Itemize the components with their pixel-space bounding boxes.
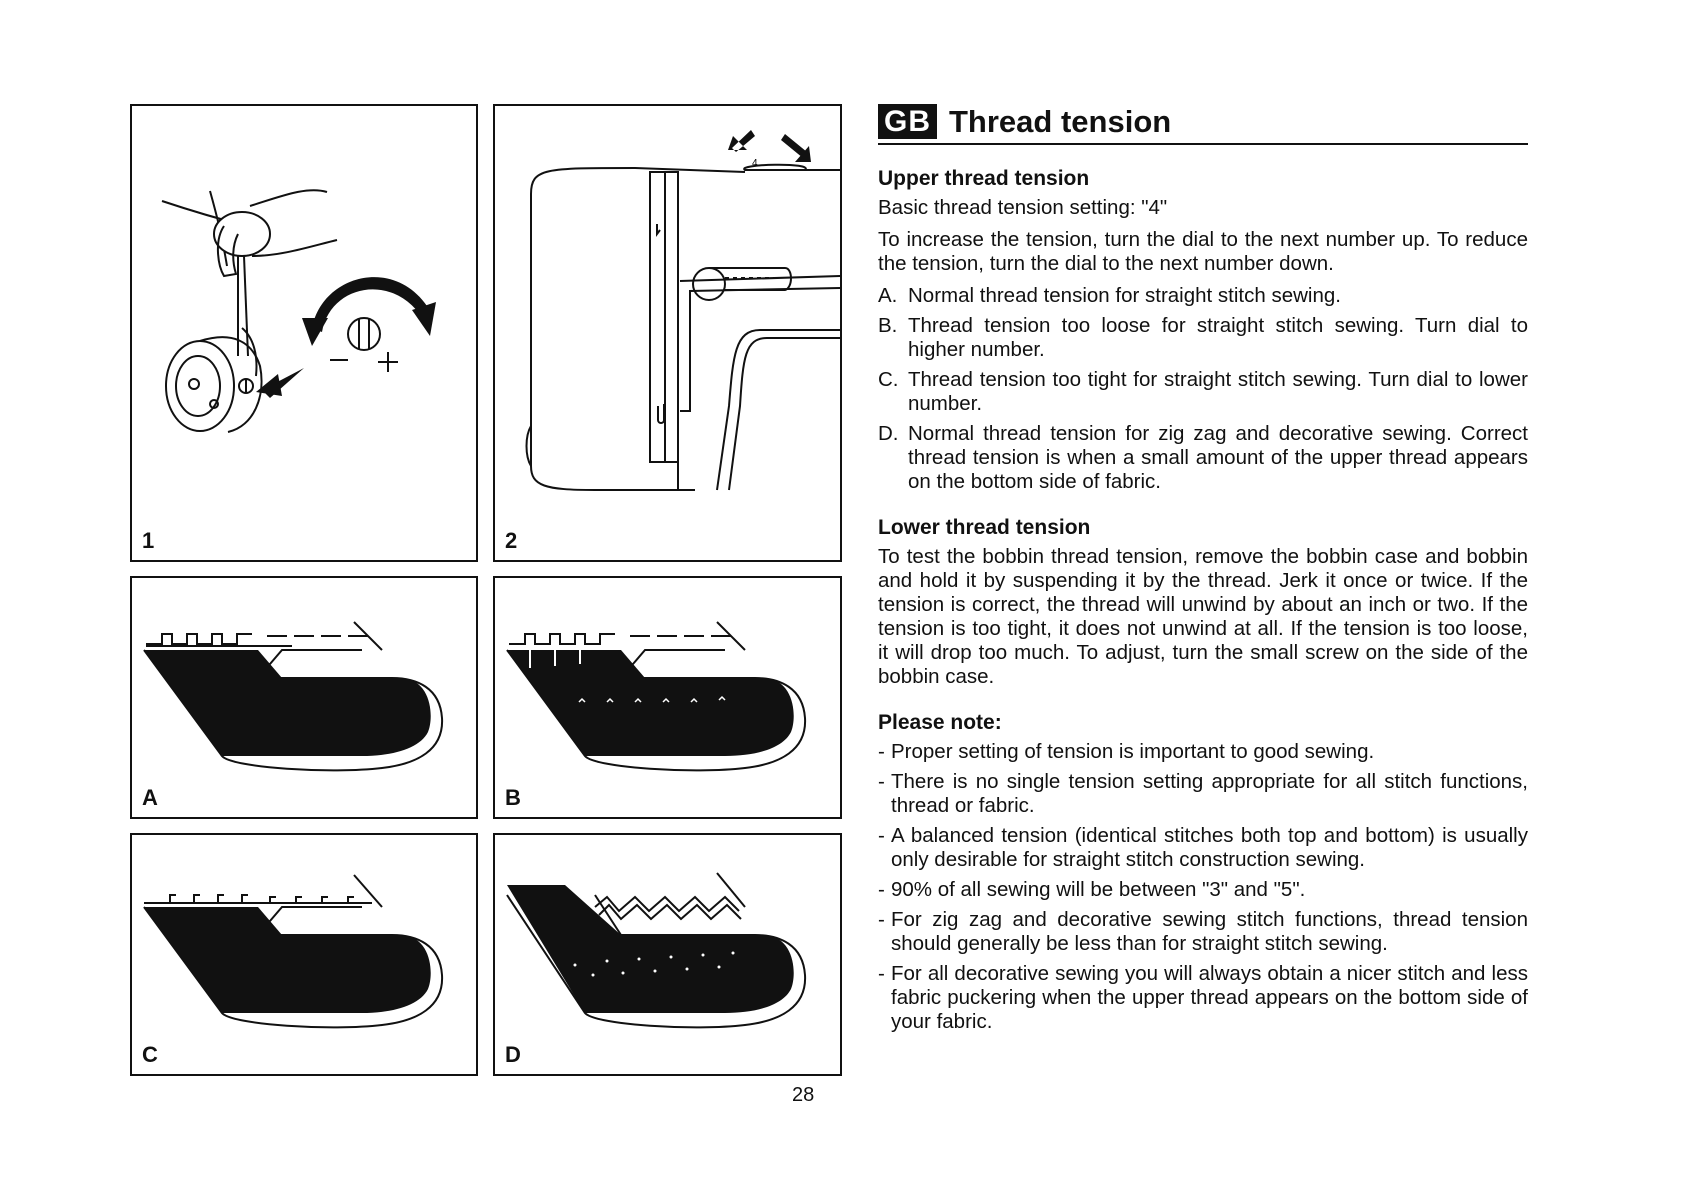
figure-d-label: D xyxy=(505,1042,521,1067)
fabric-stitch-a-illustration xyxy=(132,578,476,817)
upper-tension-heading: Upper thread tension xyxy=(878,167,1090,190)
list-item: A. Normal thread tension for straight stitch sewing. xyxy=(878,284,1341,307)
page-header xyxy=(878,104,1528,145)
list-item: C. Thread tension too tight for straight stitch sewing. Turn dial to lower number. xyxy=(878,368,1528,415)
upper-intro-text: To increase the tension, turn the dial to the next number up. To reduce the tension, turn the dial to the next number down. xyxy=(878,228,1528,275)
figure-c-label: C xyxy=(142,1042,158,1067)
figure-2-tension-dial xyxy=(493,104,842,562)
figure-2-label: 2 xyxy=(505,528,518,553)
figure-1-bobbin-case xyxy=(130,104,478,562)
lower-tension-text: To test the bobbin thread tension, remove the bobbin case and bobbin and hold it by suspending it by the thread. Jerk it once or twice. If the tension is correct, the thread will unwind by about an inch or two. If the tension is too tight, it does not unwind at all. If the tension is too loose, it will drop too much. To adjust, turn the small screw on the side of the bobbin case. xyxy=(878,545,1528,688)
lower-tension-section xyxy=(878,514,1528,689)
figure-c-too-tight xyxy=(130,833,478,1076)
list-item: - For zig zag and decorative sewing stitch functions, thread tension should generally be less than for straight stitch sewing. xyxy=(878,908,1528,955)
dial-value-mark: 4 xyxy=(752,158,758,169)
note-list xyxy=(878,740,1528,1034)
basic-setting-text: Basic thread tension setting: "4" xyxy=(878,196,1168,219)
note-section xyxy=(878,709,1528,1034)
page-number: 28 xyxy=(792,1084,815,1106)
list-item: - There is no single tension setting appropriate for all stitch functions, thread or fabric. xyxy=(878,770,1528,817)
language-badge: GB xyxy=(878,104,937,139)
text-column xyxy=(878,104,1528,1040)
figure-a-label: A xyxy=(142,785,158,810)
list-item: - 90% of all sewing will be between "3" and "5". xyxy=(878,878,1306,901)
figure-b-too-loose xyxy=(493,576,842,819)
fabric-stitch-b-illustration xyxy=(495,578,840,817)
note-heading: Please note: xyxy=(878,711,1002,734)
figure-1-label: 1 xyxy=(142,528,155,553)
machine-dial-illustration xyxy=(495,106,840,560)
page-title: Thread tension xyxy=(949,104,1172,139)
upper-tension-section xyxy=(878,165,1528,494)
figure-b-label: B xyxy=(505,785,521,810)
figure-d-zigzag-normal xyxy=(493,833,842,1076)
list-item: - A balanced tension (identical stitches both top and bottom) is usually only desirable for straight stitch construction sewing. xyxy=(878,824,1528,871)
list-item: - For all decorative sewing you will always obtain a nicer stitch and less fabric puckering when the upper thread appears on the bottom side of your fabric. xyxy=(878,962,1528,1033)
lower-tension-heading: Lower thread tension xyxy=(878,516,1091,539)
list-item: B. Thread tension too loose for straight stitch sewing. Turn dial to higher number. xyxy=(878,314,1528,361)
fabric-stitch-d-illustration xyxy=(495,835,840,1074)
figure-a-normal-straight xyxy=(130,576,478,819)
upper-tension-list xyxy=(878,284,1528,494)
bobbin-case-illustration xyxy=(132,106,476,560)
list-item: D. Normal thread tension for zig zag and decorative sewing. Correct thread tension is when a small amount of the upper thread appears on the bottom side of fabric. xyxy=(878,422,1528,493)
list-item: - Proper setting of tension is important to good sewing. xyxy=(878,740,1375,763)
fabric-stitch-c-illustration xyxy=(132,835,476,1074)
